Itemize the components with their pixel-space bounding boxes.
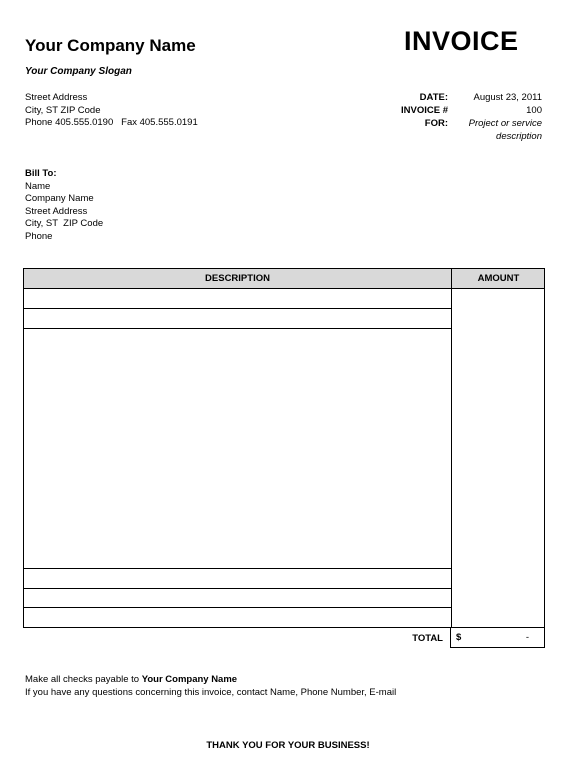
row-line (24, 588, 451, 589)
row-line (24, 328, 451, 329)
description-header: DESCRIPTION (205, 273, 270, 284)
line-items-table (23, 268, 545, 628)
row-line (24, 568, 451, 569)
row-line (24, 607, 451, 608)
company-name: Your Company Name (25, 36, 196, 55)
payable-line (25, 674, 396, 687)
company-phone-fax: Phone 405.555.0190 Fax 405.555.0191 (25, 117, 198, 129)
total-box (450, 627, 545, 648)
company-slogan: Your Company Slogan (25, 66, 132, 77)
total-currency: $ (456, 632, 462, 643)
invoice-number-value: 100 (526, 105, 542, 116)
bill-to-company: Company Name (25, 193, 94, 205)
company-city: City, ST ZIP Code (25, 104, 101, 116)
payable-name: Your Company Name (141, 674, 238, 685)
footer-notes (25, 674, 396, 699)
invoice-number-label: INVOICE # (401, 105, 448, 116)
date-label: DATE: (419, 92, 448, 103)
invoice-title: INVOICE (404, 26, 519, 56)
date-value: August 23, 2011 (473, 92, 542, 103)
for-value-line2: description (496, 131, 542, 142)
bill-to-street: Street Address (25, 205, 88, 217)
bill-to-name: Name (25, 180, 51, 192)
for-label: FOR: (424, 118, 448, 129)
row-line (24, 308, 451, 309)
questions-line: If you have any questions concerning this invoice, contact Name, Phone Number, E-mail (25, 686, 397, 698)
bill-to-city: City, ST ZIP Code (25, 218, 104, 230)
for-value-line1: Project or service (468, 118, 542, 129)
company-street: Street Address (25, 92, 88, 103)
amount-header: AMOUNT (477, 273, 520, 284)
column-divider (451, 269, 452, 627)
bill-to-phone: Phone (25, 230, 53, 242)
total-value: - (525, 632, 529, 643)
payable-prefix: Make all checks payable to (25, 674, 142, 685)
thank-you-message: THANK YOU FOR YOUR BUSINESS! (206, 740, 370, 751)
total-label: TOTAL (412, 633, 443, 644)
bill-to-block (25, 168, 103, 244)
bill-to-heading: Bill To: (25, 168, 57, 179)
